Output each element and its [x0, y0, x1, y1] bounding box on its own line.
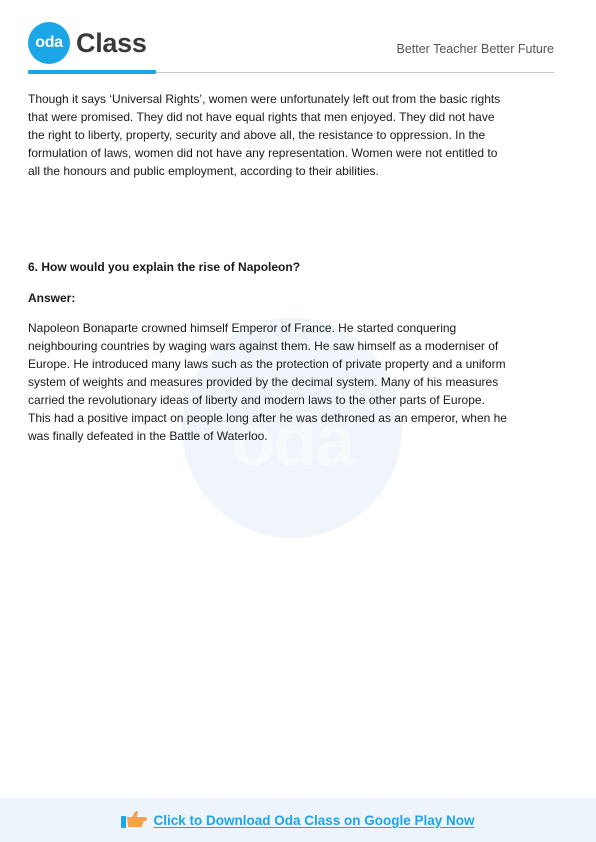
oda-class-logo[interactable] [28, 22, 147, 64]
download-app-link[interactable]: Click to Download Oda Class on Google Play Now [153, 812, 475, 828]
pointing-hand-icon [121, 809, 147, 831]
question-heading: 6. How would you explain the rise of Napoleon? [28, 260, 301, 274]
paragraph-napoleon-answer: Napoleon Bonaparte crowned himself Emperor of France. He started conquering neighbouring countries by waging wars against them. He saw himself as a moderniser of Europe. He introduced many laws such as the protection of private property and a uniform system of weights and measures provided by the decimal system. Many of his measures carried the revolutionary ideas of liberty and modern laws to the other parts of Europe. This had a positive impact on people long after he was dethroned as an emperor, when he was finally defeated in the Battle of Waterloo. [28, 321, 507, 443]
download-footer [0, 798, 596, 842]
watermark-text: oda [230, 401, 353, 481]
page-header [28, 22, 554, 76]
logo-wordmark: Class [76, 27, 147, 58]
header-accent-bar [28, 70, 156, 74]
paragraph-universal-rights: Though it says ‘Universal Rights’, women were unfortunately left out from the basic rights that were promised. They did not have equal rights that men enjoyed. They did not have the right to liberty, property, security and above all, the resistance to oppression. In the formulation of laws, women did not have any representation. Women were not entitled to all the honours and public employment, according to their abilities. [28, 92, 501, 178]
answer-label: Answer: [28, 291, 76, 305]
oda-logo-mark: oda [28, 22, 70, 64]
header-tagline: Better Teacher Better Future [396, 42, 554, 56]
